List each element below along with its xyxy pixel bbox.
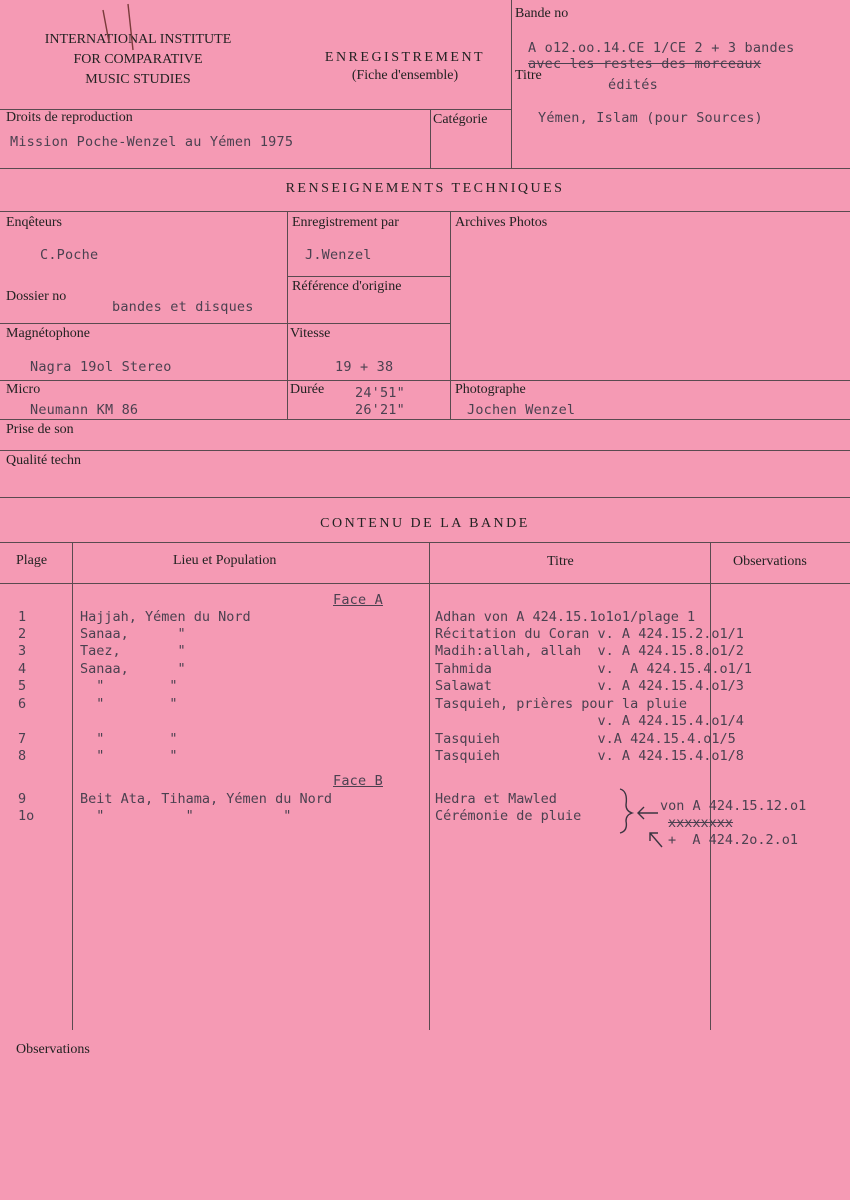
col-titre: Titre [547, 554, 574, 569]
titre-cell: Salawat v. A 424.15.4.o1/3 [435, 678, 744, 694]
col-observations: Observations [733, 554, 807, 569]
duree-value-2: 26'21" [355, 402, 405, 418]
prise-de-son-label: Prise de son [6, 422, 74, 437]
lieu-cell: " " " [80, 808, 292, 824]
micro-label: Micro [6, 382, 41, 397]
lieu-cell: " " [80, 748, 178, 764]
institute-line-3: MUSIC STUDIES [85, 72, 191, 87]
enqueteurs-value: C.Poche [40, 247, 99, 263]
droits-label: Droits de reproduction [6, 110, 133, 125]
dossier-value: bandes et disques [112, 299, 254, 315]
lieu-cell: Sanaa, " [80, 661, 186, 677]
titre-cell: Tasquieh v. A 424.15.4.o1/8 [435, 748, 744, 764]
lieu-cell: " " [80, 696, 178, 712]
institute-line-2: FOR COMPARATIVE [73, 52, 203, 67]
plage-number: 9 [18, 791, 27, 807]
form-subtitle: (Fiche d'ensemble) [351, 68, 459, 83]
plage-number: 2 [18, 626, 27, 642]
lieu-cell: " " [80, 731, 178, 747]
bande-value: A o12.oo.14.CE 1/CE 2 + 3 bandes [528, 40, 795, 56]
categorie-label: Catégorie [433, 112, 488, 127]
qualite-label: Qualité techn [6, 453, 82, 468]
form-title: ENREGISTREMENT [324, 50, 486, 65]
observations-label: Observations [16, 1042, 90, 1057]
droits-value: Mission Poche-Wenzel au Yémen 1975 [10, 134, 294, 150]
reference-label: Référence d'origine [292, 279, 402, 294]
lieu-cell: Hajjah, Yémen du Nord [80, 609, 251, 625]
note-plus: + A 424.2o.2.o1 [668, 832, 799, 848]
contents-heading: CONTENU DE LA BANDE [320, 516, 530, 531]
bande-value-struck: avec les restes des morceaux [528, 56, 762, 72]
enqueteurs-label: Enqêteurs [6, 215, 62, 230]
titre-label: Titre [515, 68, 542, 83]
magnetophone-label: Magnétophone [6, 326, 90, 341]
dossier-label: Dossier no [6, 289, 67, 304]
enregistrement-par-value: J.Wenzel [305, 247, 372, 263]
note-von: von A 424.15.12.o1 [660, 798, 807, 814]
archives-photos-label: Archives Photos [455, 215, 548, 230]
titre-cell: Madih:allah, allah v. A 424.15.8.o1/2 [435, 643, 744, 659]
titre-cell: Hedra et Mawled [435, 791, 557, 807]
plage-number: 8 [18, 748, 27, 764]
titre-cell: Cérémonie de pluie [435, 808, 582, 824]
titre-cell: Adhan von A 424.15.1o1o1/plage 1 [435, 609, 696, 625]
col-plage: Plage [16, 553, 48, 568]
bande-label: Bande no [515, 6, 569, 21]
lieu-cell: " " [80, 678, 178, 694]
plage-number: 3 [18, 643, 27, 659]
face-b-label: Face B [333, 773, 383, 789]
micro-value: Neumann KM 86 [30, 402, 139, 418]
note-struck: xxxxxxxx [668, 815, 734, 831]
vitesse-value: 19 + 38 [335, 359, 394, 375]
titre-cell: Tasquieh v.A 424.15.4.o1/5 [435, 731, 736, 747]
face-a-label: Face A [333, 592, 383, 608]
photographe-value: Jochen Wenzel [467, 402, 576, 418]
photographe-label: Photographe [455, 382, 526, 397]
lieu-cell: Taez, " [80, 643, 186, 659]
col-lieu: Lieu et Population [173, 553, 277, 568]
plage-number: 5 [18, 678, 27, 694]
handwritten-marks [95, 2, 145, 62]
magnetophone-value: Nagra 19ol Stereo [30, 359, 172, 375]
plage-number: 7 [18, 731, 27, 747]
plage-number: 1 [18, 609, 27, 625]
bande-edites: édités [608, 77, 658, 93]
titre-cell: Récitation du Coran v. A 424.15.2.o1/1 [435, 626, 744, 642]
plage-number: 4 [18, 661, 27, 677]
lieu-cell: Sanaa, " [80, 626, 186, 642]
enregistrement-par-label: Enregistrement par [292, 215, 399, 230]
lieu-cell: Beit Ata, Tihama, Yémen du Nord [80, 791, 332, 807]
duree-value-1: 24'51" [355, 385, 405, 401]
titre-cell: Tasquieh, prières pour la pluie [435, 696, 687, 712]
technical-heading: RENSEIGNEMENTS TECHNIQUES [285, 181, 565, 196]
institute-line-1: INTERNATIONAL INSTITUTE [44, 32, 232, 47]
plage-number: 1o [18, 808, 35, 824]
titre-cell: v. A 424.15.4.o1/4 [435, 713, 744, 729]
duree-label: Durée [290, 382, 325, 397]
plage-number: 6 [18, 696, 27, 712]
titre-cell: Tahmida v. A 424.15.4.o1/1 [435, 661, 752, 677]
titre-value: Yémen, Islam (pour Sources) [538, 110, 763, 126]
vitesse-label: Vitesse [290, 326, 331, 341]
